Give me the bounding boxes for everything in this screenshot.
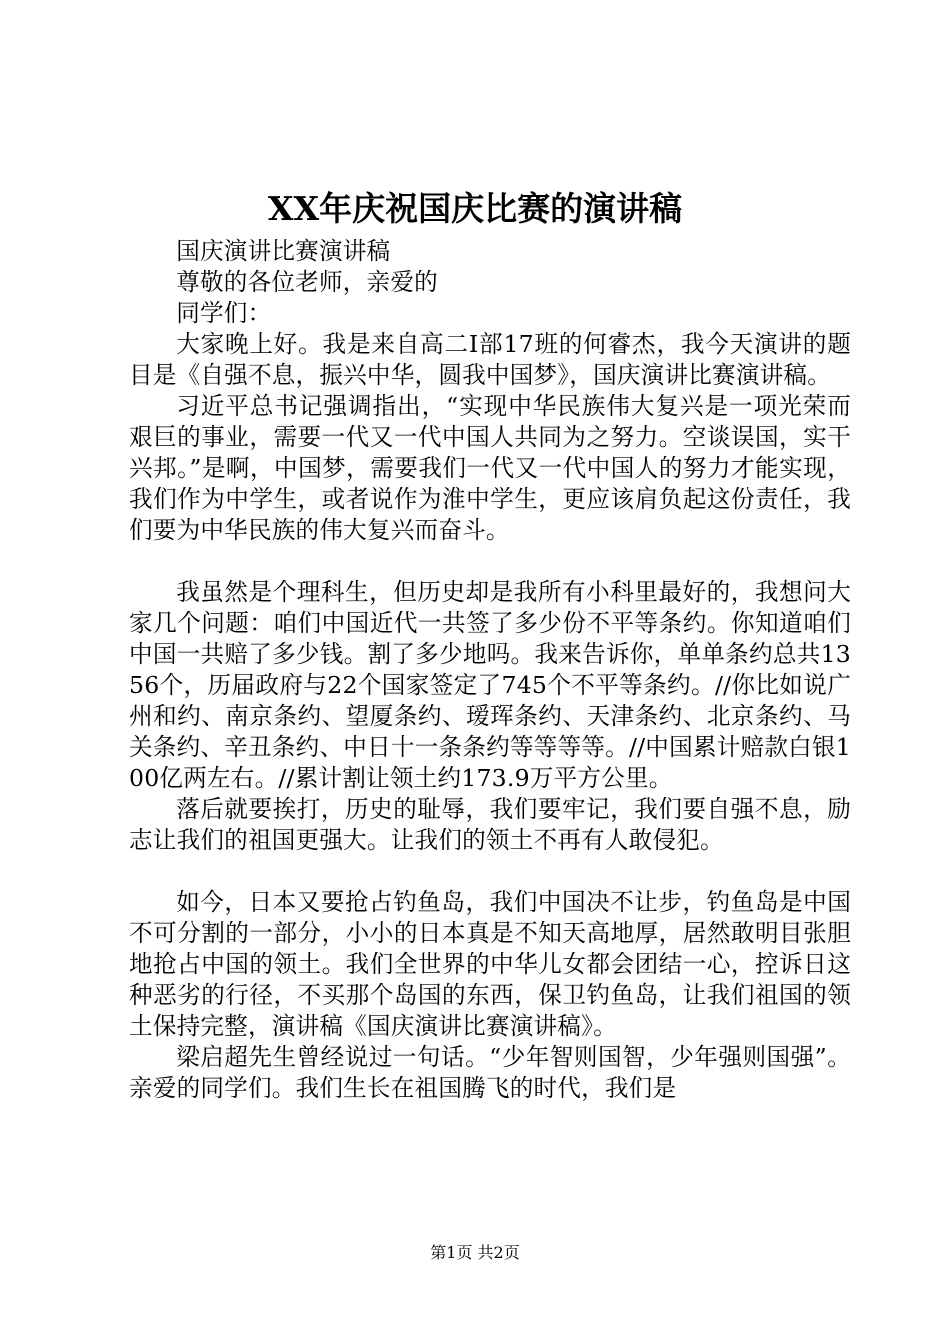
paragraph-diaoyu: 如今，日本又要抢占钓鱼岛，我们中国决不让步，钓鱼岛是中国不可分割的一部分，小小的日本真是不知天高地厚，居然敢明目张胆地抢占中国的领土。我们全世界的中华儿女都会团结一心，控诉日这种恶劣的行径，不买那个岛国的东西，保卫钓鱼岛，让我们祖国的领土保持完整，演讲稿《国庆演讲比赛演讲稿》。 [129, 888, 851, 1040]
page-footer: 第1页 共2页 [430, 1243, 520, 1262]
paragraph-intro: 大家晚上好。我是来自高二Ⅰ部17班的何睿杰，我今天演讲的题目是《自强不息，振兴中华，圆我中国梦》，国庆演讲比赛演讲稿。 [129, 330, 851, 389]
paragraph-salutation: 尊敬的各位老师，亲爱的 [176, 268, 438, 296]
paragraph-salutation-cont: 同学们： [176, 299, 272, 327]
paragraph-liang: 梁启超先生曾经说过一句话。“少年智则国智，少年强则国强”。亲爱的同学们。我们生长在祖国腾飞的时代，我们是 [129, 1043, 851, 1102]
paragraph-quote: 习近平总书记强调指出，“实现中华民族伟大复兴是一项光荣而艰巨的事业，需要一代又一代中国人共同为之努力。空谈误国，实干兴邦。”是啊，中国梦，需要我们一代又一代中国人的努力才能实现，我们作为中学生，或者说作为淮中学生，更应该肩负起这份责任，我们要为中华民族的伟大复兴而奋斗。 [129, 392, 851, 544]
paragraph-subtitle: 国庆演讲比赛演讲稿 [176, 237, 391, 265]
document-title: XX年庆祝国庆比赛的演讲稿 [267, 189, 683, 228]
document-body [129, 236, 851, 1104]
paragraph-lesson: 落后就要挨打，历史的耻辱，我们要牢记，我们要自强不息，励志让我们的祖国更强大。让我们的领土不再有人敢侵犯。 [129, 795, 851, 854]
paragraph-history: 我虽然是个理科生，但历史却是我所有小科里最好的，我想问大家几个问题：咱们中国近代一共签了多少份不平等条约。你知道咱们中国一共赔了多少钱。割了多少地吗。我来告诉你，单单条约总共1356个，历届政府与22个国家签定了745个不平等条约。//你比如说广州和约、南京条约、望厦条约、瑷珲条约、天津条约、北京条约、马关条约、辛丑条约、中日十一条条约等等等等。//中国累计赔款白银100亿两左右。//累计割让领土约173.9万平方公里。 [129, 578, 851, 792]
